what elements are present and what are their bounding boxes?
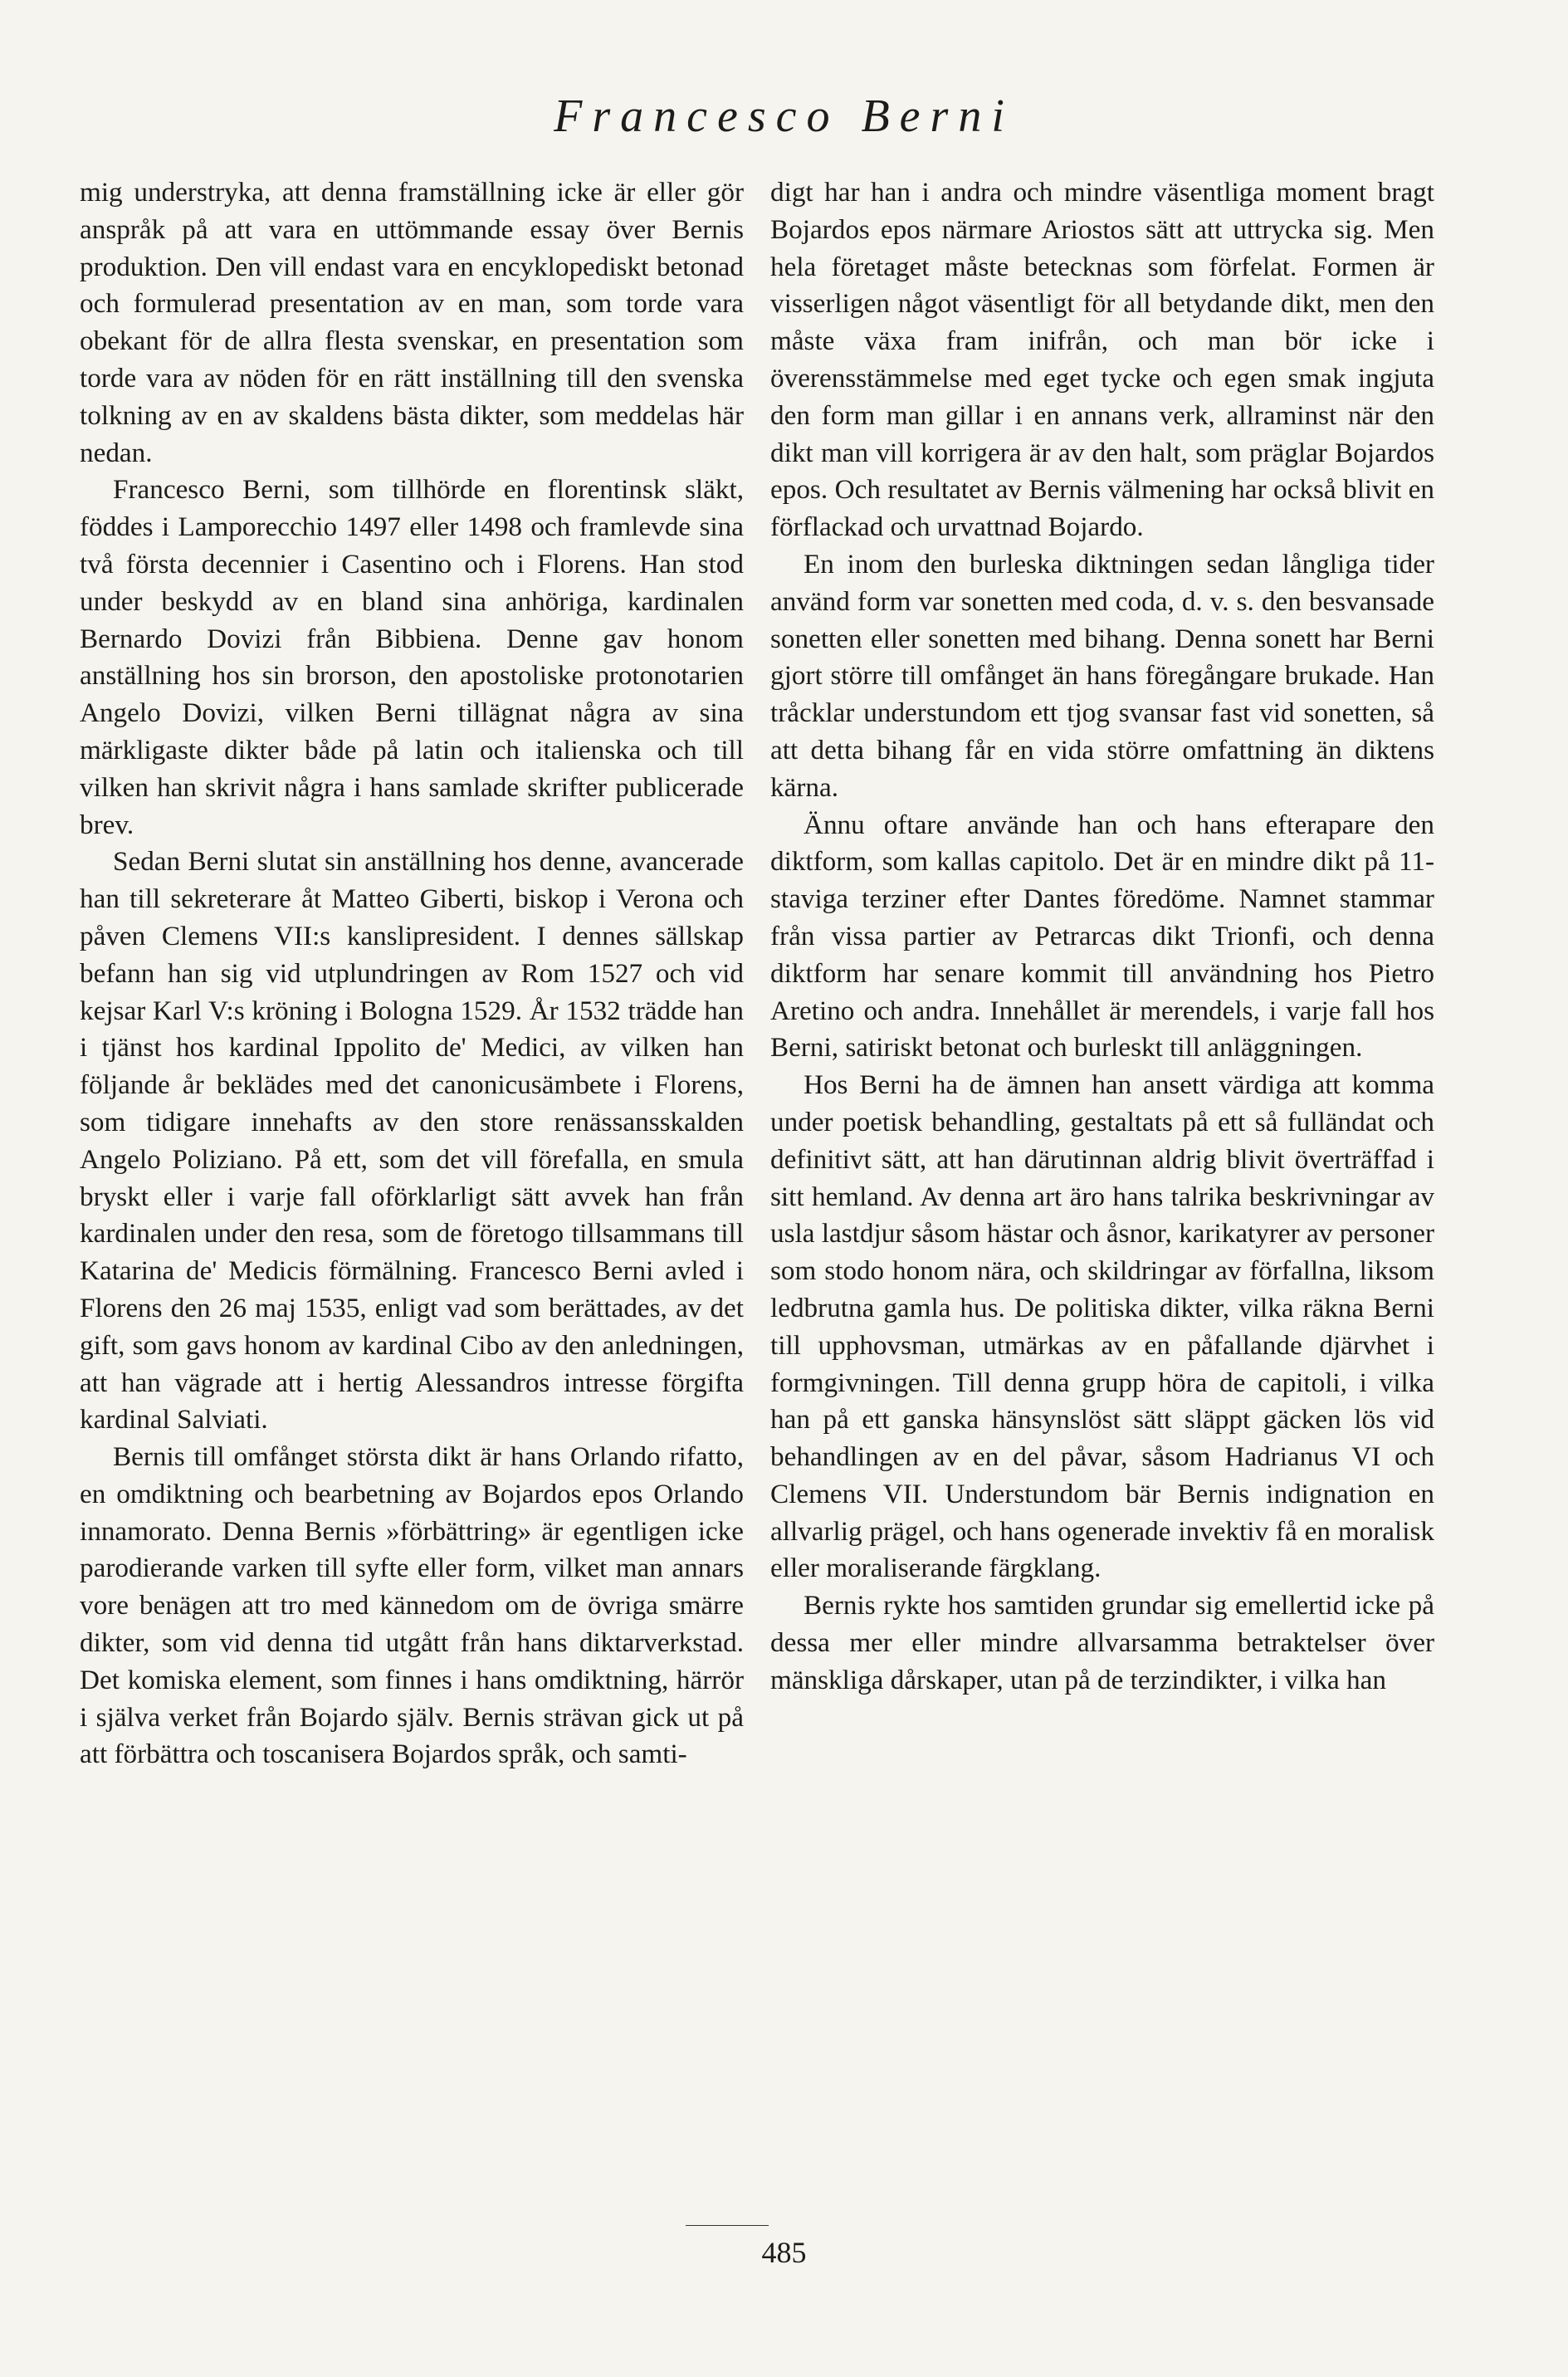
footer-rule (686, 2225, 769, 2226)
paragraph: digt har han i andra och mindre väsentliga moment bragt Bojardos epos närmare Ariostos sätt att uttrycka sig. Men hela företaget måste betecknas som förfelat. Formen är visserligen något väsentligt för all betydande dikt, men den måste växa fram inifrån, och man bör icke i överensstämmelse med eget tycke och egen smak ingjuta den form man gillar i en annans verk, allraminst när den dikt man vill korrigera är av den halt, som präglar Bojardos epos. Och resultatet av Bernis välmening har också blivit en förflackad och urvattnad Bojardo. (770, 177, 1434, 543)
paragraph: Sedan Berni slutat sin anställning hos denne, avancerade han till sekreterare åt Matteo Giberti, biskop i Verona och påven Clemens VII:s kanslipresident. I dennes sällskap befann han sig vid utplundringen av Rom 1527 och vid kejsar Karl V:s kröning i Bologna 1529. År 1532 trädde han i tjänst hos kardinal Ippolito de' Medici, av vilken han följande år beklädes med det canonicusämbete i Florens, som tidigare innehafts av den store renässansskalden Angelo Poliziano. På ett, som det vill förefalla, en smula bryskt eller i varje fall oförklarligt sätt avvek han från kardinalen under den resa, som de företogo tillsammans till Katarina de' Medicis förmälning. Francesco Berni avled i Florens den 26 maj 1535, enligt vad som berättades, av det gift, som gavs honom av kardinal Cibo av den anledningen, att han vägrade att i hertig Alessandros intresse förgifta kardinal Salviati. (80, 846, 744, 1435)
paragraph: Ännu oftare använde han och hans efterapare den diktform, som kallas capitolo. Det är en mindre dikt på 11-staviga terziner efter Dantes föredöme. Namnet stammar från vissa partier av Petrarcas dikt Trionfi, och denna diktform har senare kommit till användning hos Pietro Aretino och andra. Innehållet är merendels, i varje fall hos Berni, satiriskt betonat och burleskt till anläggningen. (770, 809, 1434, 1064)
paragraph: Bernis rykte hos samtiden grundar sig emellertid icke på dessa mer eller mindre allvarsamma betraktelser över mänskliga dårskaper, utan på de terzindikter, i vilka han (770, 1590, 1434, 1695)
right-column (770, 174, 1434, 1700)
paragraph: Bernis till omfånget största dikt är hans Orlando rifatto, en omdiktning och bearbetning av Bojardos epos Orlando innamorato. Denna Bernis »förbättring» är egentligen icke parodierande varken till syfte eller form, vilket man annars vore benägen att tro med kännedom om de övriga smärre dikter, som vid denna tid utgått från hans diktarverkstad. Det komiska element, som finnes i hans omdiktning, härrör i själva verket från Bojardo själv. Bernis strävan gick ut på att förbättra och toscanisera Bojardos språk, och samti- (80, 1441, 744, 1770)
left-column (80, 174, 744, 1773)
paragraph: mig understryka, att denna framställning icke är eller gör anspråk på att vara en uttömmande essay över Bernis produktion. Den vill endast vara en encyklopediskt betonad och formulerad presentation av en man, som torde vara obekant för de allra flesta svenskar, en presentation som torde vara av nöden för en rätt inställning till den svenska tolkning av en av skaldens bästa dikter, som meddelas här nedan. (80, 177, 744, 468)
page-title: Francesco Berni (554, 90, 1014, 142)
paragraph: En inom den burleska diktningen sedan långliga tider använd form var sonetten med coda, d. v. s. den besvansade sonetten eller sonetten med bihang. Denna sonett har Berni gjort större till omfånget än hans föregångare brukade. Han tråcklar understundom ett tjog svansar fast vid sonetten, så att detta bihang får en vida större omfattning än diktens kärna. (770, 548, 1434, 803)
page-number: 485 (761, 2236, 807, 2269)
paragraph: Hos Berni ha de ämnen han ansett värdiga att komma under poetisk behandling, gestaltats på ett så fulländat och definitivt sätt, att han därutinnan aldrig blivit överträffad i sitt hemland. Av denna art äro hans talrika beskrivningar av usla lastdjur såsom hästar och åsnor, karikatyrer av personer som stodo honom nära, och skildringar av förfallna, liksom ledbrutna gamla hus. De politiska dikter, vilka räkna Berni till upphovsman, utmärkas av en påfallande djärvhet i formgivningen. Till denna grupp höra de capitoli, i vilka han på ett ganska hänsynslöst sätt släppt gäcken lös vid behandlingen av en del påvar, såsom Hadrianus VI och Clemens VII. Understundom bär Bernis indignation en allvarlig prägel, och hans ogenerade invektiv få en moralisk eller moraliserande färgklang. (770, 1069, 1434, 1584)
paragraph: Francesco Berni, som tillhörde en florentinsk släkt, föddes i Lamporecchio 1497 eller 1498 och framlevde sina två första decennier i Casentino och i Florens. Han stod under beskydd av en bland sina anhöriga, kardinalen Bernardo Dovizi från Bibbiena. Denne gav honom anställning hos sin brorson, den apostoliske protonotarien Angelo Dovizi, vilken Berni tillägnat några av sina märkligaste dikter både på latin och italienska och till vilken han skrivit några i hans samlade skrifter publicerade brev. (80, 474, 744, 840)
